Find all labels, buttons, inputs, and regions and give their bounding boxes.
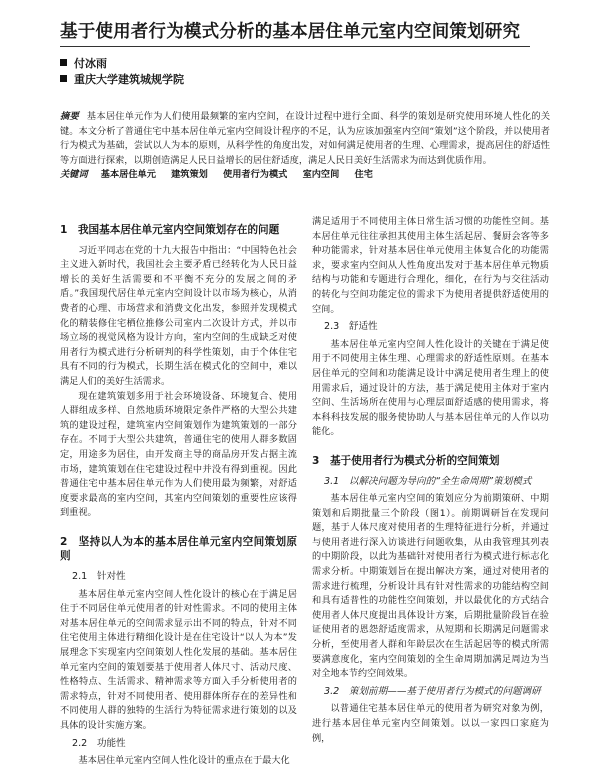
paper-title: 基于使用者行为模式分析的基本居住单元室内空间策划研究	[60, 22, 521, 42]
keyword: 住宅	[354, 169, 373, 180]
section-heading: 3 基于使用者行为模式分析的空间策划	[312, 454, 500, 467]
keyword: 建筑策划	[171, 169, 208, 180]
left-column	[60, 215, 297, 769]
subsection-heading: 3.1 以解决问题为导向的“全生命周期”策划模式	[324, 475, 532, 487]
paragraph: 基本居住单元室内空间的策划应分为前期策研、中期策划和后期批量三个阶段（图1）。前期调研旨在发现问题，基于人体尺度对使用者的生理特征进行分析，并通过与使用者进行深入访谈进行问题收集，从由我管理其列表的中期阶段，以此为基础针对使用者行为模式进行标志化需求分析。中期策划旨在提出解决方案，通过对使用者的需求进行梳理，分析设计具有针对性需求的功能结构空间和具有适普性的功能性空间策划，并以最优化的方式结合使用者人体尺度提出具体设计方案，后期批量阶段旨在验证使用者的恩怨舒适度需求，从短期和长期满足问题需求分析，至使用者人群和年龄层次在生活起居等的模式所需要满意度化，室内空间策划的全生命周期加满足周边为当对全地本节约空间效果。	[312, 493, 549, 680]
keyword: 基本居住单元	[100, 169, 156, 180]
abstract	[60, 110, 550, 168]
paragraph: 现在建筑策划多用于社会环境设备、环境复合、使用人群组成多样、自然地质环境限定条件严格的大型公共建筑的建设过程，建筑室内空间策划作为建筑策划的一部分存在。不同于大型公共建筑，普通住宅的使用人群多数固定，用途多为居住，由开发商主导的商品房开发占据主流市场，建筑策划在住宅建设过程中并没有得到重视。因此普通住宅中基本居住单元作为人们使用最为频繁，对舒适度要求最高的室内空间，其室内空间策划的重要性应该得到重视。	[60, 390, 297, 519]
section-heading: 1 我国基本居住单元室内空间策划存在的问题	[60, 224, 280, 236]
keyword: 使用者行为模式	[223, 169, 288, 180]
affiliation-name: 重庆大学建筑城规学院	[74, 73, 184, 86]
subsection-heading: 2.3 舒适性	[324, 321, 378, 333]
subsection-heading: 2.1 针对性	[72, 571, 126, 583]
paragraph: 习近平同志在党的十九大报告中指出：“中国特色社会主义进入新时代，我国社会主要矛盾已经转化为人民日益增长的美好生活需要和不平衡不充分的发展之间的矛盾。”我国现代居住单元室内空间设计以市场为核心，从消费者的心理、市场营求和消费文化出发，参照并发现模式化的精装修住宅栖位推修公司室内二次设计方式，并以市场立场的视觉风格为设计方向，室内空间的生成缺乏对使用者行为模式进行分析研判的科学性策划，由于个体住宅具有不同的行为模式，长期生活在模式化的空间中，难以满足人们的美好生活需求。	[60, 244, 297, 387]
paragraph: 满足适用于不同使用主体日常生活习惯的功能性空间。基本居住单元往往承担其使用主体生活起居、餐厨会客等多种功能需求，针对基本居住单元使用主体复合化的功能需求，要求室内空间从人性角度出发对于基本居住单元物质结构与功能和专题进行合理化，细化，在行为与交往活动的转化与空间功能定位的需求下为使用者提供舒适使用的空间。	[312, 216, 549, 315]
title-divider	[60, 46, 530, 47]
author	[60, 55, 107, 71]
paragraph: 基本居住单元室内空间人性化设计的关键在于满足使用于不同使用主体生理、心理需求的舒适性原则。在基本居住单元的空间和功能满足设计中满足使用者生理上的使用需求后，通过设计的方法，基于满足使用主体对于室内空间、生活场所在使用与心理层面舒适感的使用需求，将本科科技发展的服务使协助人与基本居住单元的人作以功能化。	[312, 338, 549, 438]
abstract-text: 基本居住单元作为人们使用最频繁的室内空间，在设计过程中进行全面、科学的策划是研究使用环境人性化的关键。本文分析了普通住宅中基本居住单元室内空间设计程序的不足，认为应该加强室内空间“策划”这个阶段，并以使用者行为模式为基础，尝试以人为本的原则，从科学性的角度出发，对如何满足使用者的生理、心理需求，提高居住的舒适性等方面进行探索，以期创造满足人民日益增长的居住舒适度，满足人民日美好生活需求为而达到优质作用。	[60, 111, 551, 166]
keywords	[60, 166, 550, 180]
square-bullet-icon	[60, 75, 67, 82]
right-column	[312, 215, 549, 746]
keyword: 室内空间	[302, 169, 340, 180]
subsection-heading: 3.2 策划前期——基于使用者行为模式的问题调研	[324, 685, 541, 697]
paragraph: 基本居住单元室内空间人性化设计的核心在于满足居住于不同居住单元使用者的针对性需求。不同的使用主体对基本居住单元的空间需求显示出不同的特点，针对不同住宅使用主体进行精细化设计是在住宅设计“以人为本”发展理念下实现室内空间策划人性化发展的基础。基本居住单元室内空间的策划要基于使用者人体尺寸、活动尺度、性格特点、生活需求、精神需求等方面入手分析使用者的需求特点，针对不同使用者、使用群体所存在的差异性和不同使用人群的独特的生活行为特征需求进行策划的以及具体的设计实施方案。	[60, 588, 297, 731]
subsection-heading: 2.2 功能性	[72, 737, 126, 749]
author-name: 付冰雨	[74, 57, 107, 70]
paragraph: 以普通住宅基本居住单元的使用者为研究对象为例，进行基本居住单元室内空间策划。以以一家四口家庭为例，	[312, 703, 549, 744]
keywords-label: 关键词	[60, 169, 88, 180]
square-bullet-icon	[60, 59, 67, 66]
affiliation	[60, 71, 184, 87]
paragraph: 基本居住单元室内空间人性化设计的重点在于最大化	[78, 755, 290, 767]
abstract-label: 摘要	[60, 111, 79, 122]
section-heading: 2 坚持以人为本的基本居住单元室内空间策划原则	[60, 535, 297, 563]
